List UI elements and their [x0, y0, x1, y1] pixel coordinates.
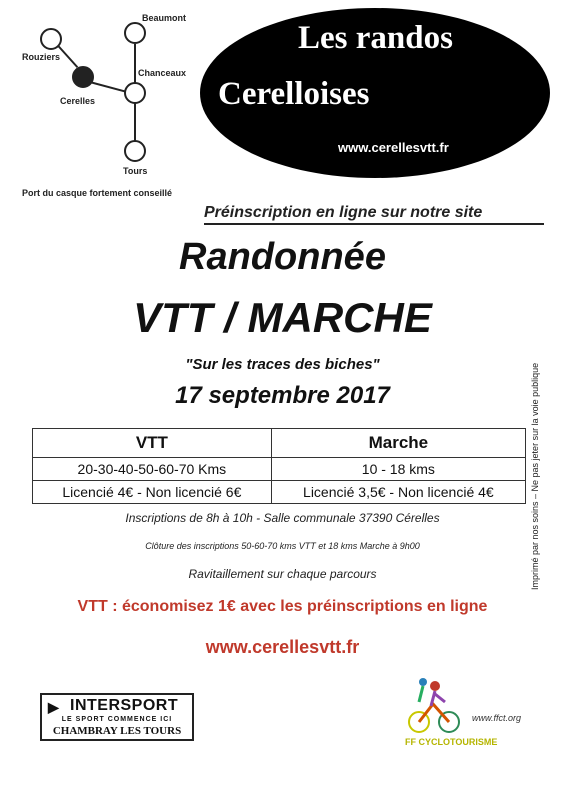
map-label-chanceaux: Chanceaux	[138, 68, 187, 78]
table-cell: Licencié 3,5€ - Non licencié 4€	[271, 481, 525, 504]
table-header-marche: Marche	[271, 429, 525, 458]
map-node-cerelles	[72, 66, 94, 88]
table-cell: 20-30-40-50-60-70 Kms	[33, 458, 272, 481]
map-label-beaumont: Beaumont	[142, 13, 187, 23]
intersport-name: INTERSPORT	[70, 697, 179, 714]
table-cell: Licencié 4€ - Non licencié 6€	[33, 481, 272, 504]
event-subtitle: "Sur les traces des biches"	[185, 356, 380, 373]
table-cell: 10 - 18 kms	[271, 458, 525, 481]
promo-text: VTT : économisez 1€ avec les préinscriptions en ligne	[77, 598, 488, 615]
event-table	[32, 428, 526, 504]
intersport-tagline: LE SPORT COMMENCE ICI	[61, 716, 173, 723]
map-label-cerelles: Cerelles	[60, 96, 96, 106]
map-node-beaumont	[124, 22, 146, 44]
event-title-1: Randonnée	[179, 236, 386, 278]
map-label-tours: Tours	[123, 166, 148, 176]
table-row	[33, 458, 526, 481]
event-title-2: VTT / MARCHE	[133, 294, 432, 341]
map-node-tours	[124, 140, 146, 162]
helmet-advice: Port du casque fortement conseillé	[22, 188, 173, 198]
website-link[interactable]: www.cerellesvtt.fr	[205, 637, 360, 657]
banner-website: www.cerellesvtt.fr	[338, 140, 449, 155]
intersport-icon: ▶	[48, 699, 59, 715]
banner-title-line1: Les randos	[298, 20, 453, 56]
intersport-city: CHAMBRAY LES TOURS	[52, 725, 182, 737]
ffct-name: FF CYCLOTOURISME	[405, 737, 498, 747]
map-label-rouziers: Rouziers	[22, 52, 61, 62]
table-row	[33, 481, 526, 504]
registration-info: Inscriptions de 8h à 10h - Salle communale 37390 Cérelles	[125, 511, 440, 525]
intersport-logo	[40, 693, 194, 741]
supply-info: Ravitaillement sur chaque parcours	[188, 567, 377, 581]
legal-notice: Imprimé par nos soins – Ne pas jeter sur la voie publique	[530, 362, 540, 590]
ffct-url: www.ffct.org	[472, 713, 522, 723]
map-node-chanceaux	[124, 82, 146, 104]
closing-info: Clôture des inscriptions 50-60-70 kms VTT et 18 kms Marche à 9h00	[145, 541, 420, 551]
cyclists-icon	[405, 672, 465, 736]
preregistration-note: Préinscription en ligne sur notre site	[204, 204, 483, 221]
event-date: 17 septembre 2017	[175, 382, 390, 409]
preregistration-underline	[204, 223, 544, 225]
banner-title-line2: Cerelloises	[218, 76, 370, 112]
table-header-vtt: VTT	[33, 429, 272, 458]
map-node-rouziers	[40, 28, 62, 50]
